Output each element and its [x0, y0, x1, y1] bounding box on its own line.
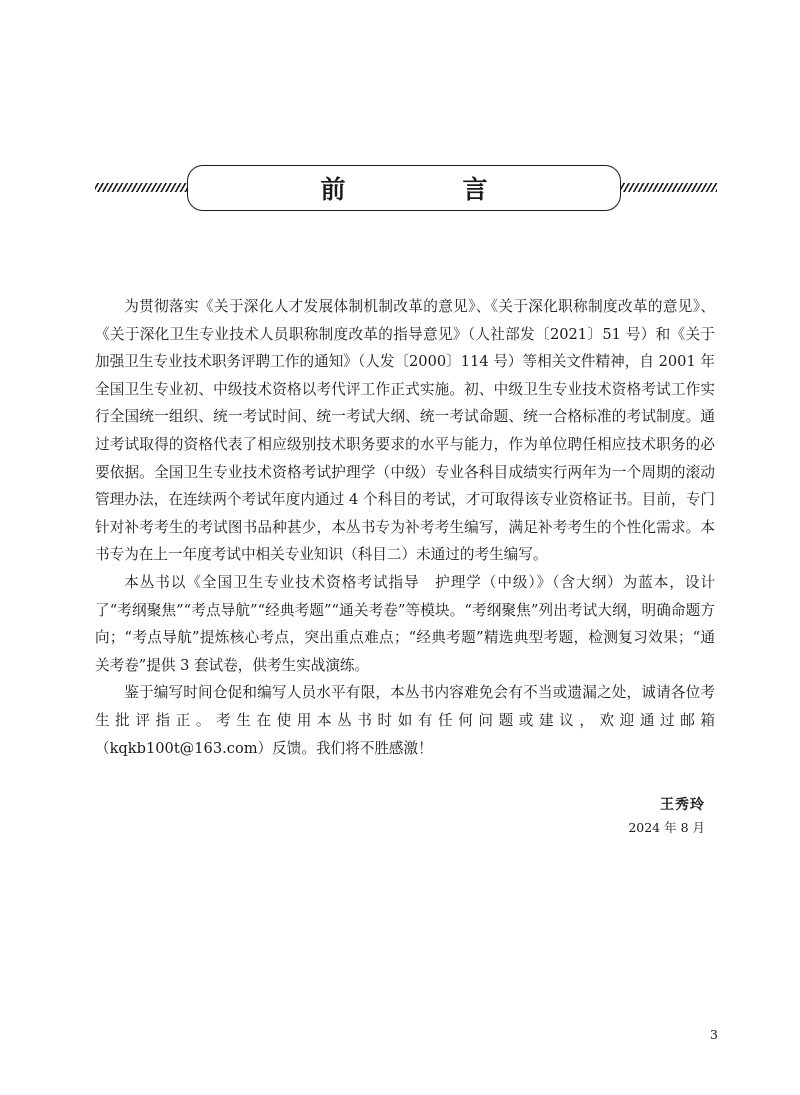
hatch-decoration-left: [95, 183, 191, 192]
page-title: 前 言: [320, 175, 534, 204]
paragraph: 鉴于编写时间仓促和编写人员水平有限，本丛书内容难免会有不当或遗漏之处，诚请各位考生批评指正。考生在使用本丛书时如有任何问题或建议，欢迎通过邮箱（kqkb100t@163.com）反馈。我们将不胜感激！: [95, 684, 715, 757]
chapter-header: [95, 165, 717, 213]
paragraph: 本丛书以《全国卫生专业技术资格考试指导 护理学（中级）》（含大纲）为蓝本，设计了“考纲聚焦”“考点导航”“经典考题”“通关考卷”等模块。“考纲聚焦”列出考试大纲，明确命题方向；“考点导航”提炼核心考点，突出重点难点；“经典考题”精选典型考题，检测复习效果；“通关考卷”提供 3 套试卷，供考生实战演练。: [95, 573, 715, 674]
preface-body: [95, 293, 715, 762]
signature-date: 2024 年 8 月: [628, 820, 705, 835]
page-number: 3: [710, 1027, 718, 1042]
signature-block: [628, 795, 705, 839]
hatch-decoration-right: [621, 183, 717, 192]
author-name: 王秀玲: [660, 797, 705, 813]
paragraph: 为贯彻落实《关于深化人才发展体制机制改革的意见》、《关于深化职称制度改革的意见》、《关于深化卫生专业技术人员职称制度改革的指导意见》（人社部发〔2021〕51 号）和《关于加强卫生专业技术职务评聘工作的通知》（人发〔2000〕114 号）等相关文件精神，自 2001 年全国卫生专业初、中级技术资格以考代评工作正式实施。初、中级卫生专业技术资格考试工作实行全国统一组织、统一考试时间、统一考试大纲、统一考试命题、统一合格标准的考试制度。通过考试取得的资格代表了相应级别技术职务要求的水平与能力，作为单位聘任相应技术职务的必要依据。全国卫生专业技术资格考试护理学（中级）专业各科目成绩实行两年为一个周期的滚动管理办法，在连续两个考试年度内通过 4 个科目的考试，才可取得该专业资格证书。目前，专门针对补考考生的考试图书品种甚少，本丛书专为补考考生编写，满足补考考生的个性化需求。本书专为在上一年度考试中相关专业知识（科目二）未通过的考生编写。: [95, 298, 715, 564]
title-frame: [187, 165, 621, 211]
